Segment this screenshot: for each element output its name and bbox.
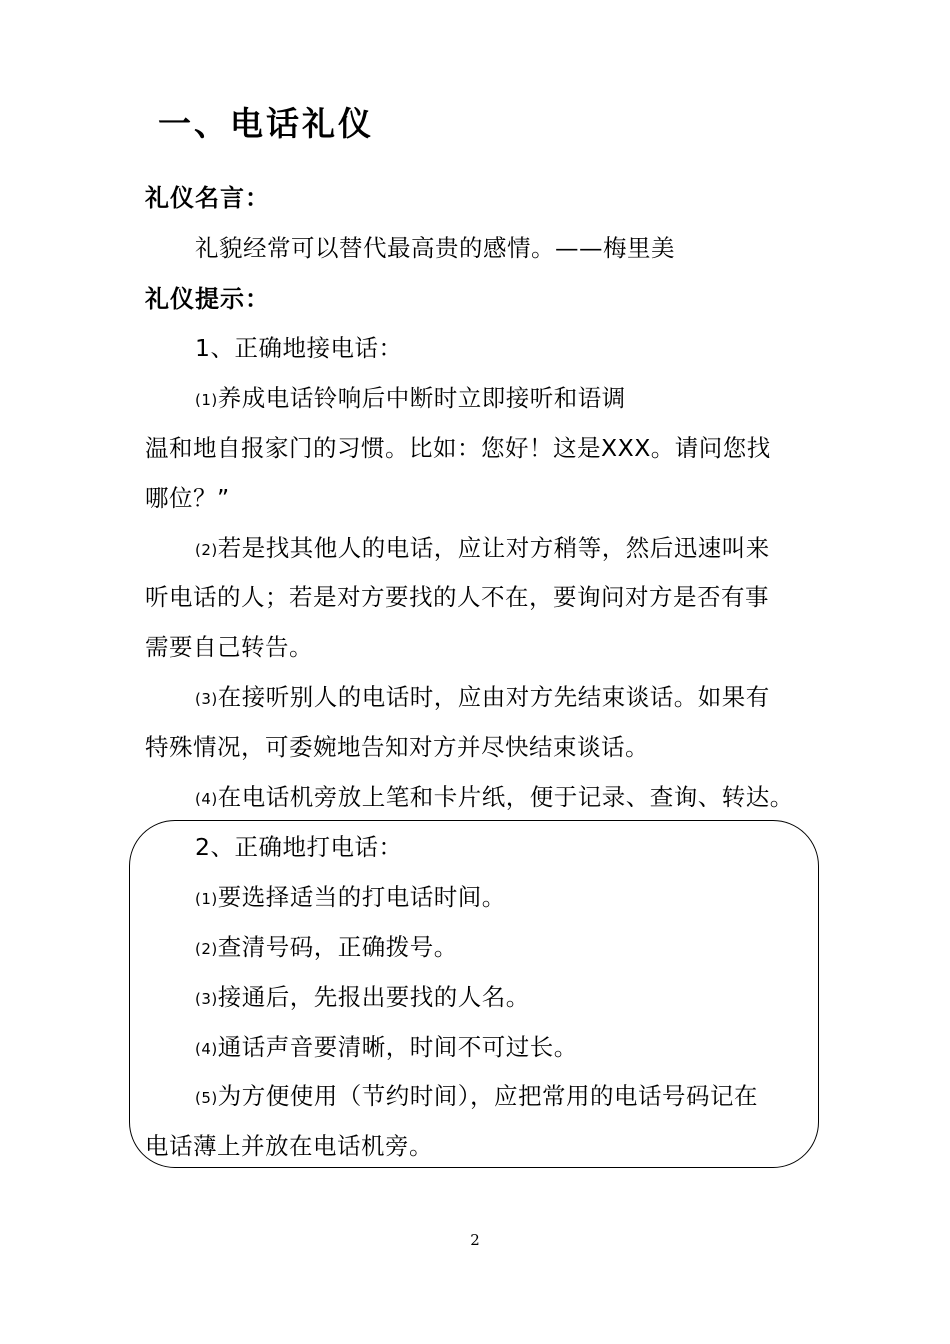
s2-item4-number: (4) [195, 1040, 218, 1058]
s1-item1-line2: 温和地自报家门的习惯。比如：您好！这是XXX。请问您找 [145, 434, 771, 462]
s1-item1-line3: 哪位？” [145, 484, 230, 512]
page-title: 一、电话礼仪 [158, 104, 374, 143]
s1-item3-line2: 特殊情况，可委婉地告知对方并尽快结束谈话。 [145, 733, 649, 761]
s2-item5-number: (5) [195, 1089, 218, 1107]
page-number: 2 [470, 1231, 480, 1249]
s1-item2-line3: 需要自己转告。 [145, 633, 313, 661]
s1-item2-line2: 听电话的人；若是对方要找的人不在，要询问对方是否有事 [145, 583, 769, 611]
s1-item1-line1: (1)养成电话铃响后中断时立即接听和语调 [195, 384, 626, 412]
s2-item5-line1: (5)为方便使用（节约时间），应把常用的电话号码记在 [195, 1082, 758, 1110]
s1-item4-line1: (4)在电话机旁放上笔和卡片纸，便于记录、查询、转达。 [195, 783, 794, 811]
s2-item1-number: (1) [195, 890, 218, 908]
section2-heading: 2、正确地打电话： [195, 833, 403, 861]
section1-heading: 1、正确地接电话： [195, 334, 403, 362]
s2-item1-line1: (1)要选择适当的打电话时间。 [195, 883, 506, 911]
s2-item3-line1: (3)接通后，先报出要找的人名。 [195, 983, 530, 1011]
s2-item3-number: (3) [195, 990, 218, 1008]
s2-item2-number: (2) [195, 940, 218, 958]
s1-item4-number: (4) [195, 790, 218, 808]
s2-item2-line1: (2)查清号码，正确拨号。 [195, 933, 458, 961]
s2-item4-line1: (4)通话声音要清晰，时间不可过长。 [195, 1033, 578, 1061]
s1-item3-number: (3) [195, 690, 218, 708]
s2-item5-line2: 电话薄上并放在电话机旁。 [145, 1132, 433, 1160]
s1-item2-number: (2) [195, 541, 218, 559]
quote-heading: 礼仪名言： [145, 184, 270, 212]
quote-text: 礼貌经常可以替代最高贵的感情。——梅里美 [195, 234, 675, 262]
tips-heading: 礼仪提示： [145, 285, 270, 313]
s1-item2-line1: (2)若是找其他人的电话，应让对方稍等，然后迅速叫来 [195, 534, 770, 562]
s1-item1-number: (1) [195, 391, 218, 409]
s1-item3-line1: (3)在接听别人的电话时，应由对方先结束谈话。如果有 [195, 683, 770, 711]
